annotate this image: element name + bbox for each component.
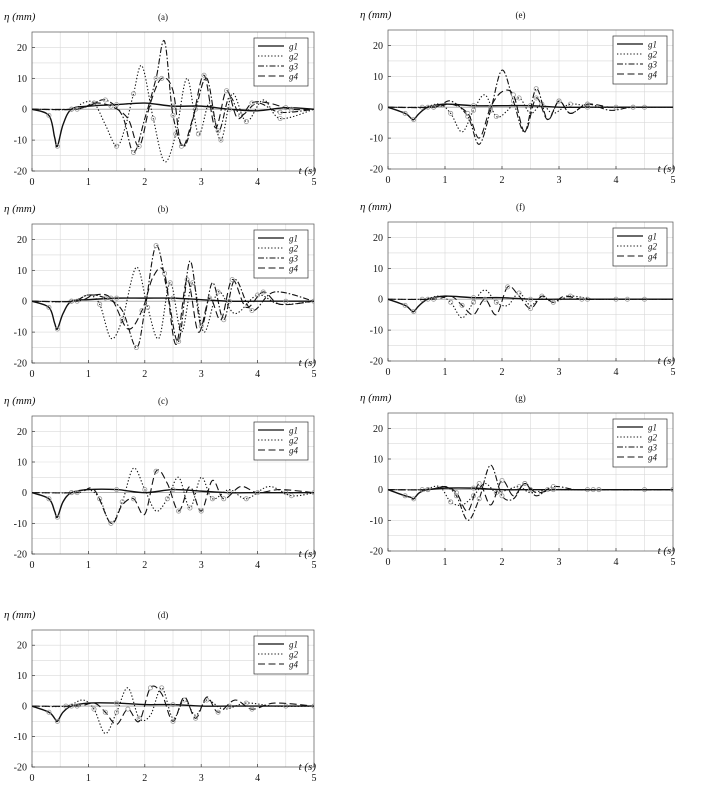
legend-label-g4: g4 — [289, 659, 298, 670]
legend-label-g3: g3 — [289, 253, 298, 264]
legend-label-g1: g1 — [289, 41, 298, 52]
x-tick-label: 5 — [670, 175, 676, 186]
x-axis-label: t (s) — [298, 165, 316, 177]
y-tick-label: -10 — [369, 325, 383, 337]
y-axis-label: η (mm) — [4, 203, 36, 215]
y-tick-label: -20 — [13, 762, 27, 774]
y-tick-label: -20 — [13, 358, 27, 370]
y-tick-label: 0 — [378, 485, 383, 497]
x-tick-label: 5 — [311, 773, 317, 784]
legend-box — [613, 419, 667, 467]
y-tick-label: 0 — [22, 701, 27, 713]
y-axis-label: η (mm) — [4, 609, 36, 621]
x-tick-label: 3 — [198, 773, 204, 784]
x-tick-label: 5 — [311, 177, 317, 188]
y-axis-label: η (mm) — [4, 395, 36, 407]
legend-label-g4: g4 — [648, 69, 657, 80]
x-tick-label: 4 — [255, 369, 261, 380]
y-tick-label: 10 — [373, 454, 383, 466]
x-tick-label: 0 — [29, 177, 35, 188]
x-axis-label: t (s) — [657, 163, 675, 175]
y-tick-label: 10 — [17, 671, 27, 683]
data-point-marker — [494, 114, 498, 118]
data-point-marker — [148, 686, 152, 690]
x-tick-label: 2 — [142, 177, 148, 188]
x-tick-label: 0 — [29, 560, 35, 571]
x-tick-label: 0 — [385, 175, 391, 186]
y-tick-label: -10 — [13, 732, 27, 744]
legend-label-g1: g1 — [289, 639, 298, 650]
y-tick-label: 0 — [22, 104, 27, 116]
x-tick-label: 3 — [198, 177, 204, 188]
x-axis-label: t (s) — [657, 355, 675, 367]
y-tick-label: 10 — [17, 73, 27, 85]
y-tick-label: 0 — [378, 102, 383, 114]
data-point-marker — [477, 481, 481, 485]
data-point-marker — [449, 300, 453, 304]
legend-box — [613, 36, 667, 84]
legend-label-g4: g4 — [648, 251, 657, 262]
y-tick-label: 20 — [17, 42, 27, 54]
legend-label-g1: g1 — [289, 425, 298, 436]
y-tick-label: 10 — [17, 265, 27, 277]
x-tick-label: 5 — [311, 560, 317, 571]
legend-label-g1: g1 — [289, 233, 298, 244]
legend-box — [254, 636, 308, 674]
data-point-marker — [210, 497, 214, 501]
legend — [613, 419, 667, 467]
data-point-marker — [568, 102, 572, 106]
legend-box — [254, 230, 308, 278]
data-point-marker — [244, 119, 248, 123]
y-tick-label: 10 — [373, 71, 383, 83]
y-tick-label: 20 — [17, 234, 27, 246]
chart-panel — [360, 392, 676, 568]
y-tick-label: 0 — [22, 488, 27, 500]
chart-panel — [4, 395, 317, 571]
x-tick-label: 1 — [85, 177, 91, 188]
panel-label: (b) — [157, 204, 169, 214]
chart-panel — [360, 201, 676, 378]
legend — [613, 36, 667, 84]
y-axis-label: η (mm) — [4, 11, 36, 23]
legend-label-g2: g2 — [648, 241, 657, 252]
legend — [613, 228, 667, 266]
x-tick-label: 5 — [670, 557, 676, 568]
chart-panel — [4, 203, 317, 380]
chart-panel — [360, 9, 676, 186]
x-axis-label: t (s) — [298, 548, 316, 560]
y-tick-label: 20 — [373, 423, 383, 435]
data-point-marker — [250, 101, 254, 105]
legend-label-g2: g2 — [289, 51, 298, 62]
x-tick-label: 0 — [385, 557, 391, 568]
data-point-marker — [126, 707, 130, 711]
x-tick-label: 0 — [385, 367, 391, 378]
x-tick-label: 5 — [311, 369, 317, 380]
data-point-marker — [477, 497, 481, 501]
data-point-marker — [454, 491, 458, 495]
x-tick-label: 2 — [142, 773, 148, 784]
x-tick-label: 2 — [142, 560, 148, 571]
legend-label-g4: g4 — [289, 445, 298, 456]
x-tick-label: 3 — [198, 369, 204, 380]
y-axis-label: η (mm) — [360, 9, 392, 21]
x-tick-label: 0 — [29, 773, 35, 784]
data-point-marker — [466, 111, 470, 115]
panel-label: (a) — [158, 12, 168, 22]
y-tick-label: -20 — [369, 546, 383, 558]
legend-label-g3: g3 — [648, 442, 657, 453]
data-point-marker — [449, 500, 453, 504]
x-tick-label: 3 — [556, 367, 562, 378]
x-tick-label: 1 — [85, 773, 91, 784]
x-tick-label: 4 — [255, 560, 261, 571]
y-tick-label: 0 — [22, 296, 27, 308]
x-tick-label: 2 — [499, 557, 505, 568]
y-tick-label: 10 — [373, 263, 383, 275]
legend-label-g2: g2 — [289, 649, 298, 660]
data-point-marker — [160, 686, 164, 690]
y-tick-label: -10 — [13, 518, 27, 530]
x-tick-label: 2 — [499, 175, 505, 186]
y-tick-label: 20 — [373, 232, 383, 244]
x-tick-label: 4 — [255, 773, 261, 784]
x-tick-label: 3 — [556, 175, 562, 186]
data-point-marker — [534, 87, 538, 91]
x-tick-label: 4 — [613, 175, 619, 186]
x-tick-label: 1 — [85, 369, 91, 380]
y-tick-label: -10 — [13, 327, 27, 339]
legend-box — [613, 228, 667, 266]
x-tick-label: 1 — [442, 175, 448, 186]
legend — [254, 422, 308, 460]
legend-box — [254, 38, 308, 86]
chart-panel — [4, 11, 317, 188]
panel-label: (f) — [516, 202, 525, 212]
legend-label-g4: g4 — [289, 71, 298, 82]
panel-label: (c) — [158, 396, 168, 406]
legend-label-g1: g1 — [648, 422, 657, 433]
x-tick-label: 1 — [442, 557, 448, 568]
data-point-marker — [494, 300, 498, 304]
x-tick-label: 2 — [142, 369, 148, 380]
y-tick-label: 0 — [378, 294, 383, 306]
y-tick-label: -20 — [369, 356, 383, 368]
legend-label-g2: g2 — [289, 435, 298, 446]
legend — [254, 636, 308, 674]
x-tick-label: 5 — [670, 367, 676, 378]
x-tick-label: 4 — [613, 367, 619, 378]
y-tick-label: -10 — [369, 133, 383, 145]
x-tick-label: 3 — [198, 560, 204, 571]
legend-label-g3: g3 — [648, 59, 657, 70]
y-axis-label: η (mm) — [360, 392, 392, 404]
y-tick-label: -10 — [13, 135, 27, 147]
legend-label-g4: g4 — [289, 263, 298, 274]
y-tick-label: -10 — [369, 515, 383, 527]
x-tick-label: 3 — [556, 557, 562, 568]
panel-label: (e) — [515, 10, 526, 20]
y-tick-label: 20 — [17, 640, 27, 652]
legend-label-g3: g3 — [289, 61, 298, 72]
data-point-marker — [131, 150, 135, 154]
legend — [254, 38, 308, 86]
panel-label: (d) — [157, 610, 169, 620]
data-point-marker — [165, 497, 169, 501]
x-tick-label: 4 — [255, 177, 261, 188]
legend-label-g4: g4 — [648, 452, 657, 463]
y-tick-label: -20 — [13, 166, 27, 178]
y-tick-label: 20 — [17, 426, 27, 438]
legend-label-g1: g1 — [648, 39, 657, 50]
legend-box — [254, 422, 308, 460]
x-tick-label: 4 — [613, 557, 619, 568]
x-axis-label: t (s) — [657, 545, 675, 557]
y-axis-label: η (mm) — [360, 201, 392, 213]
legend-label-g1: g1 — [648, 231, 657, 242]
x-tick-label: 2 — [499, 367, 505, 378]
legend-label-g2: g2 — [648, 432, 657, 443]
x-axis-label: t (s) — [298, 357, 316, 369]
legend-label-g2: g2 — [289, 243, 298, 254]
x-tick-label: 1 — [85, 560, 91, 571]
legend-label-g2: g2 — [648, 49, 657, 60]
x-tick-label: 1 — [442, 367, 448, 378]
x-axis-label: t (s) — [298, 761, 316, 773]
y-tick-label: -20 — [13, 549, 27, 561]
y-tick-label: 10 — [17, 457, 27, 469]
chart-panel — [4, 609, 317, 784]
x-tick-label: 0 — [29, 369, 35, 380]
y-tick-label: -20 — [369, 164, 383, 176]
y-tick-label: 20 — [373, 40, 383, 52]
panel-label: (g) — [515, 393, 526, 403]
legend — [254, 230, 308, 278]
